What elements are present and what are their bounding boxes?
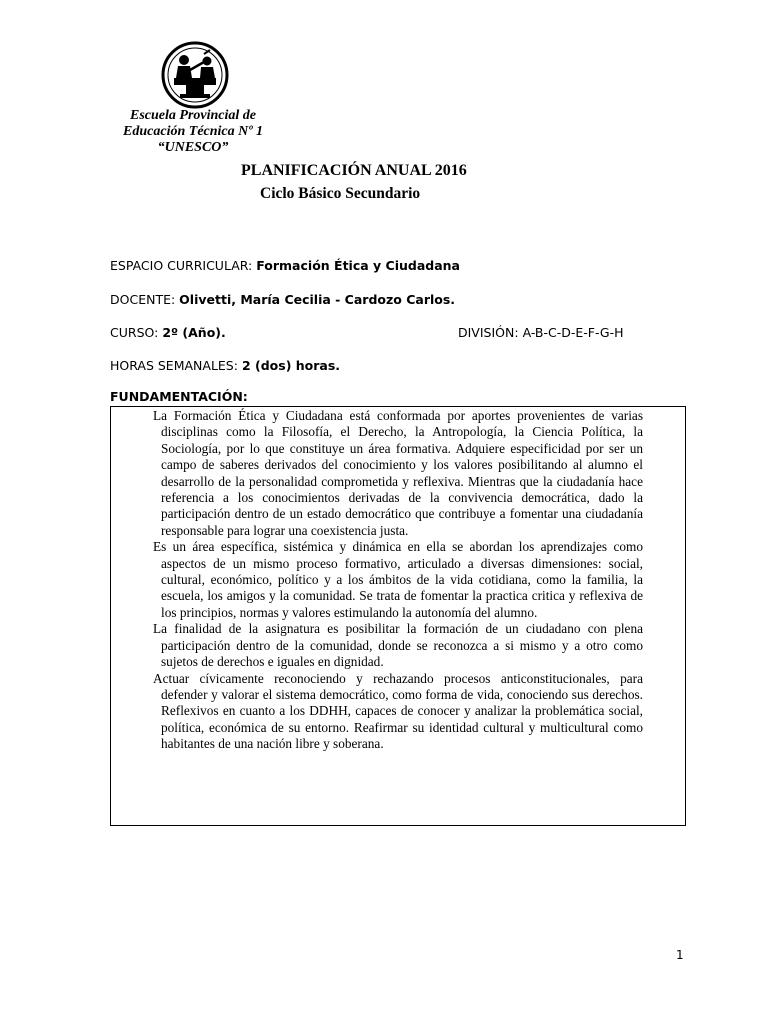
paragraph: La finalidad de la asignatura es posibilitar la formación de un ciudadano con plena participación dentro de la comunidad, donde se reconozca a si mismo y a otro como sujetos de derechos e iguales en dignidad. <box>153 621 643 670</box>
field-value: 2 (dos) horas. <box>241 358 341 373</box>
field-label: HORAS SEMANALES: <box>110 358 238 373</box>
fundamentacion-heading: FUNDAMENTACIÓN: <box>110 389 248 404</box>
field-value: 2º (Año). <box>162 325 226 340</box>
field-label: CURSO: <box>110 325 159 340</box>
field-label: DOCENTE: <box>110 292 176 307</box>
field-horas-semanales <box>110 358 340 373</box>
unesco-school-emblem-icon <box>160 40 230 110</box>
paragraph: Es un área específica, sistémica y dinámica en ella se abordan los aprendizajes como aspectos de un mismo proceso formativo, articulado a diversas dimensiones: social, cultural, económico, político y a los ámbitos de la vida cotidiana, como la familia, la escuela, los amigos y la comunidad. Se trata de fomentar la practica critica y reflexiva de los principios, normas y valores estimulando la autonomía del alumno. <box>153 539 643 620</box>
fundamentacion-text <box>153 408 643 753</box>
paragraph: Actuar cívicamente reconociendo y rechazando procesos anticonstitucionales, para defender y valorar el sistema democrático, como forma de vida, conociendo sus derechos. Reflexivos en cuanto a los DDHH, capaces de conocer y analizar la problemática social, política, económica de su entorno. Reafirmar su identidad cultural y multicultural como habitantes de una nación libre y soberana. <box>153 670 643 752</box>
school-name-line: Educación Técnica Nº 1 <box>123 124 263 139</box>
field-label: ESPACIO CURRICULAR: <box>110 258 253 273</box>
field-docente <box>110 292 455 307</box>
document-subtitle: Ciclo Básico Secundario <box>260 185 421 202</box>
field-value: Olivetti, María Cecilia - Cardozo Carlos. <box>179 292 456 307</box>
school-logo <box>160 40 230 110</box>
document-title: PLANIFICACIÓN ANUAL 2016 <box>241 162 467 179</box>
school-name <box>100 108 286 156</box>
field-division <box>458 325 624 340</box>
page-number: 1 <box>676 948 684 962</box>
school-name-line: Escuela Provincial de <box>130 108 256 123</box>
field-value: Formación Ética y Ciudadana <box>256 258 460 273</box>
field-label: DIVISIÓN: <box>458 325 519 340</box>
field-value: A-B-C-D-E-F-G-H <box>522 325 624 340</box>
school-name-line: “UNESCO” <box>157 140 229 155</box>
paragraph: La Formación Ética y Ciudadana está conformada por aportes provenientes de varias disciplinas como la Filosofía, el Derecho, la Antropología, la Ciencia Política, la Sociología, por lo que constituye un área formativa. Adquiere especificidad por ser un campo de saberes derivados del conocimiento y los valores posibilitando al alumno el desarrollo de la personalidad comprometida y reflexiva. Mientras que la ciudadanía hace referencia a los conocimientos derivadas de la convivencia democrática, dado la participación dentro de un estado democrático que contribuye a fomentar una ciudadanía responsable para lograr una coexistencia justa. <box>153 408 643 538</box>
field-curso <box>110 325 226 340</box>
field-espacio-curricular <box>110 258 460 273</box>
